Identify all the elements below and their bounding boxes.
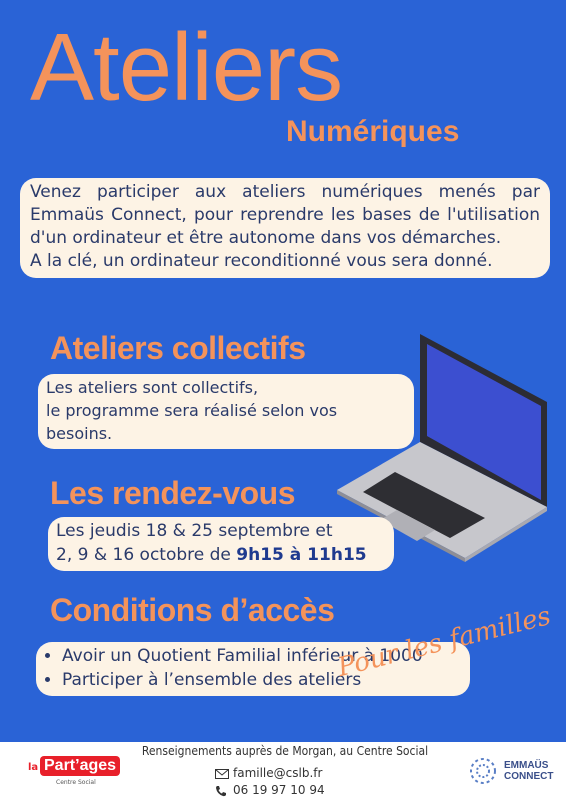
footer-email[interactable] <box>215 766 322 780</box>
partages-logo <box>28 752 118 792</box>
intro-text: Venez participer aux ateliers numériques menés par Emmaüs Connect, pour reprendre les bases de l'utilisation d'un ordinateur et être autonome dans vos démarches. <box>30 182 540 248</box>
page-subtitle: Numériques <box>286 115 460 148</box>
emmaus-logo-mark <box>468 756 498 786</box>
logo-right-b: CONNECT <box>504 771 554 782</box>
intro-text-2: A la clé, un ordinateur reconditionné vous sera donné. <box>30 251 493 271</box>
footer-email-text: famille@cslb.fr <box>233 766 323 780</box>
envelope-icon <box>215 769 229 779</box>
page-title: Ateliers <box>30 14 343 121</box>
footer-phone-text: 06 19 97 10 94 <box>233 783 325 797</box>
phone-icon <box>215 785 227 797</box>
rendezvous-line1: Les jeudis 18 & 25 septembre et <box>56 521 333 541</box>
tagline: Pour les familles <box>334 601 554 683</box>
rendezvous-bubble <box>48 517 394 571</box>
heading-collectifs: Ateliers collectifs <box>50 330 306 366</box>
logo-right-a: EMMAÜS <box>504 760 549 771</box>
footer-phone[interactable] <box>215 783 325 797</box>
collectifs-line1: Les ateliers sont collectifs, <box>46 378 259 397</box>
collectifs-bubble <box>38 374 414 449</box>
collectifs-line2: le programme sera réalisé selon vos besoins. <box>46 401 338 443</box>
rendezvous-line2: 2, 9 & 16 octobre de <box>56 545 237 565</box>
logo-left-a: la <box>28 762 39 773</box>
emmaus-connect-logo <box>468 752 558 792</box>
logo-left-b: Part’ages <box>40 756 120 776</box>
list-item: • Participer à l’ensemble des ateliers <box>62 668 462 692</box>
list-item: • Avoir un Quotient Familial inférieur à 1000 <box>62 644 462 668</box>
logo-left-c: Centre Social <box>56 779 96 786</box>
heading-rendezvous: Les rendez-vous <box>50 475 296 511</box>
intro-bubble <box>20 178 550 278</box>
heading-conditions: Conditions d’accès <box>50 592 335 628</box>
footer-info: Renseignements auprès de Morgan, au Centre Social <box>141 744 429 758</box>
rendezvous-time: 9h15 à 11h15 <box>236 545 367 565</box>
